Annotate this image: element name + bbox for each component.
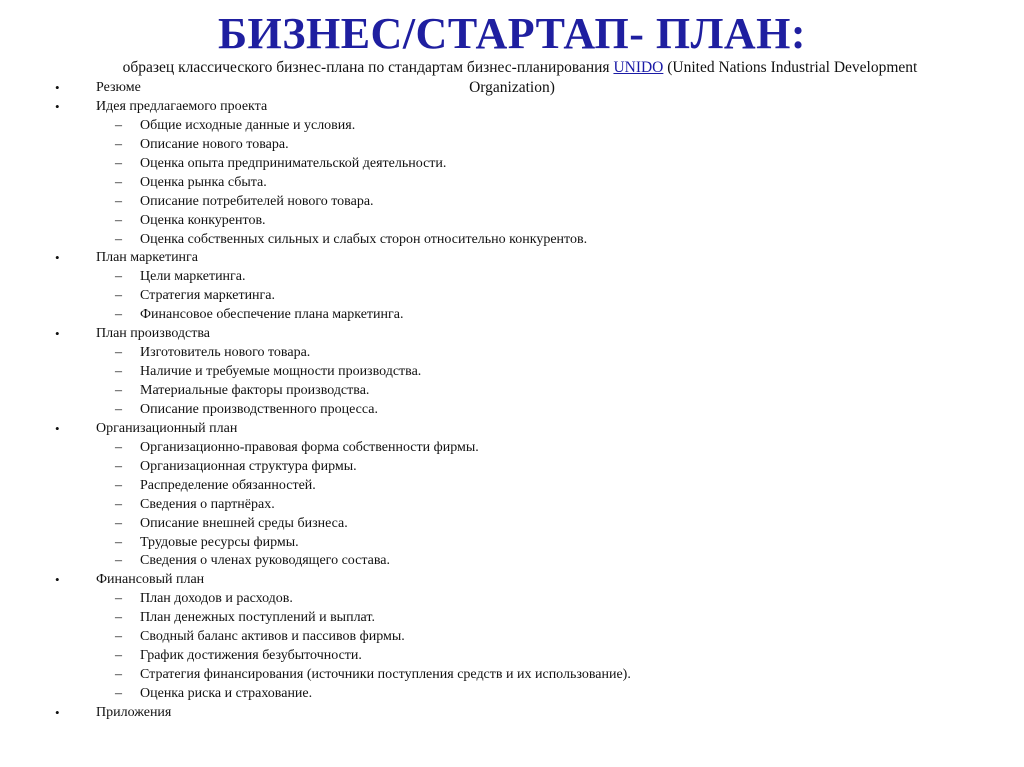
section-item bbox=[0, 704, 1024, 723]
item-text: Оценка опыта предпринимательской деятельности. bbox=[140, 155, 447, 171]
section-item bbox=[0, 249, 1024, 268]
dash-marker: – bbox=[115, 458, 122, 474]
dash-marker: – bbox=[115, 477, 122, 493]
dash-marker: – bbox=[115, 307, 122, 323]
item-text: Распределение обязанностей. bbox=[140, 477, 316, 493]
dash-marker: – bbox=[115, 136, 122, 152]
item-text: Трудовые ресурсы фирмы. bbox=[140, 534, 299, 550]
subsection-item bbox=[0, 685, 1024, 704]
item-text: Организационная структура фирмы. bbox=[140, 458, 357, 474]
item-text: Финансовый план bbox=[96, 572, 205, 588]
item-text: Наличие и требуемые мощности производства. bbox=[140, 364, 422, 380]
item-text: Общие исходные данные и условия. bbox=[140, 117, 356, 133]
dash-marker: – bbox=[115, 686, 122, 701]
section-item bbox=[0, 79, 1024, 98]
item-text: Стратегия финансирования (источники поступления средств и их использование). bbox=[140, 667, 631, 683]
dash-marker: – bbox=[115, 591, 122, 607]
subsection-item bbox=[0, 628, 1024, 647]
subsection-item bbox=[0, 401, 1024, 420]
subsection-item bbox=[0, 515, 1024, 534]
subsection-item bbox=[0, 477, 1024, 496]
item-text: Описание производственного процесса. bbox=[140, 401, 378, 417]
subsection-item bbox=[0, 458, 1024, 477]
item-text: Стратегия маркетинга. bbox=[140, 288, 276, 304]
bullet-marker: • bbox=[55, 80, 60, 95]
subsection-item bbox=[0, 439, 1024, 458]
item-text: Организационный план bbox=[96, 420, 238, 436]
subsection-item bbox=[0, 212, 1024, 231]
item-text: Описание внешней среды бизнеса. bbox=[140, 515, 348, 531]
dash-marker: – bbox=[115, 610, 122, 626]
dash-marker: – bbox=[115, 364, 122, 380]
bullet-marker: • bbox=[55, 98, 60, 114]
subsection-item bbox=[0, 136, 1024, 155]
subtitle-text: образец классического бизнес-плана по стандартам бизнес-планирования bbox=[122, 59, 614, 76]
item-text: График достижения безубыточности. bbox=[140, 648, 362, 664]
subsection-item bbox=[0, 590, 1024, 609]
subsection-item bbox=[0, 552, 1024, 571]
subsection-item bbox=[0, 287, 1024, 306]
item-text: План денежных поступлений и выплат. bbox=[140, 610, 375, 626]
dash-marker: – bbox=[115, 231, 122, 247]
section-item bbox=[0, 571, 1024, 590]
dash-marker: – bbox=[115, 212, 122, 228]
item-text: План производства bbox=[96, 326, 211, 342]
dash-marker: – bbox=[115, 667, 122, 683]
bullet-marker: • bbox=[55, 250, 60, 266]
bullet-marker: • bbox=[55, 420, 60, 436]
subsection-item bbox=[0, 666, 1024, 685]
item-text: Сведения о партнёрах. bbox=[140, 496, 275, 512]
item-text: Оценка рынка сбыта. bbox=[140, 174, 267, 190]
dash-marker: – bbox=[115, 515, 122, 531]
subsection-item bbox=[0, 496, 1024, 515]
item-text: Цели маркетинга. bbox=[140, 269, 246, 285]
dash-marker: – bbox=[115, 401, 122, 417]
plan-outline bbox=[0, 79, 1024, 723]
subsection-item bbox=[0, 306, 1024, 325]
subsection-item bbox=[0, 382, 1024, 401]
dash-marker: – bbox=[115, 117, 122, 133]
subsection-item bbox=[0, 117, 1024, 136]
dash-marker: – bbox=[115, 155, 122, 171]
page-title: БИЗНЕС/СТАРТАП- ПЛАН: bbox=[217, 9, 807, 58]
bullet-marker: • bbox=[55, 704, 60, 720]
dash-marker: – bbox=[115, 193, 122, 209]
subsection-item bbox=[0, 344, 1024, 363]
item-text: Организационно-правовая форма собственности фирмы. bbox=[140, 439, 479, 455]
item-text: Оценка конкурентов. bbox=[140, 212, 266, 228]
item-text: Идея предлагаемого проекта bbox=[96, 98, 268, 114]
item-text: Описание потребителей нового товара. bbox=[140, 193, 374, 209]
dash-marker: – bbox=[115, 383, 122, 398]
item-text: Описание нового товара. bbox=[140, 136, 289, 152]
subsection-item bbox=[0, 155, 1024, 174]
item-text: Изготовитель нового товара. bbox=[140, 345, 311, 361]
bullet-marker: • bbox=[55, 326, 60, 342]
unido-link[interactable]: UNIDO bbox=[613, 59, 664, 76]
bullet-marker: • bbox=[55, 572, 60, 588]
item-text: Сводный баланс активов и пассивов фирмы. bbox=[140, 629, 405, 645]
dash-marker: – bbox=[115, 174, 122, 190]
item-text: Резюме bbox=[96, 80, 141, 95]
subsection-item bbox=[0, 534, 1024, 553]
subsection-item bbox=[0, 174, 1024, 193]
subtitle-text-continued: (United Nations Industrial Development bbox=[663, 59, 918, 76]
section-item bbox=[0, 325, 1024, 344]
item-text: Оценка собственных сильных и слабых сторон относительно конкурентов. bbox=[140, 231, 588, 247]
subsection-item bbox=[0, 647, 1024, 666]
item-text: Приложения bbox=[96, 704, 172, 720]
dash-marker: – bbox=[115, 269, 122, 285]
dash-marker: – bbox=[115, 534, 122, 550]
item-text: План доходов и расходов. bbox=[140, 591, 293, 607]
item-text: План маркетинга bbox=[96, 250, 199, 266]
subsection-item bbox=[0, 609, 1024, 628]
dash-marker: – bbox=[115, 553, 122, 569]
dash-marker: – bbox=[115, 629, 122, 645]
section-item bbox=[0, 98, 1024, 117]
subtitle-line2: Organization) bbox=[469, 79, 555, 96]
dash-marker: – bbox=[115, 345, 122, 361]
section-item bbox=[0, 420, 1024, 439]
item-text: Сведения о членах руководящего состава. bbox=[140, 553, 390, 569]
item-text: Финансовое обеспечение плана маркетинга. bbox=[140, 307, 404, 323]
subsection-item bbox=[0, 193, 1024, 212]
item-text: Оценка риска и страхование. bbox=[140, 686, 313, 701]
dash-marker: – bbox=[115, 496, 122, 512]
subsection-item bbox=[0, 231, 1024, 250]
dash-marker: – bbox=[115, 288, 122, 304]
subsection-item bbox=[0, 268, 1024, 287]
dash-marker: – bbox=[115, 439, 122, 455]
subsection-item bbox=[0, 363, 1024, 382]
subtitle bbox=[40, 58, 1000, 78]
item-text: Материальные факторы производства. bbox=[140, 383, 370, 398]
dash-marker: – bbox=[115, 648, 122, 664]
